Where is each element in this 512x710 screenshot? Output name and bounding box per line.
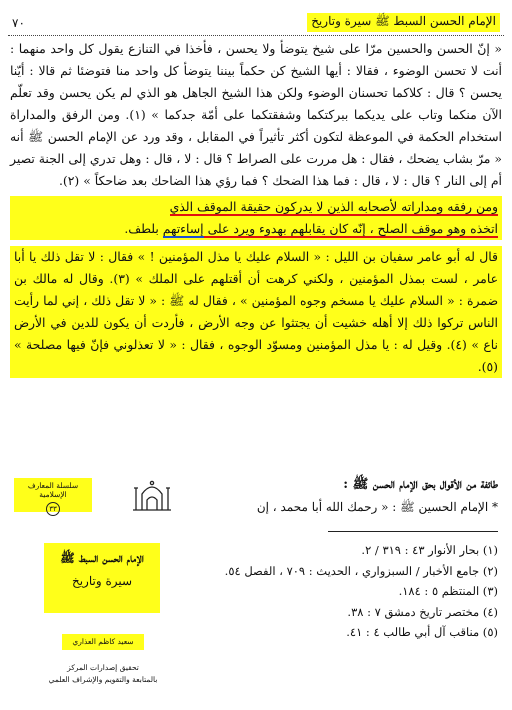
book-cover <box>44 543 160 613</box>
footnote: (٣) المنتظم ٥ : ١٨٤. <box>398 584 498 598</box>
blue-underlined-word: إساءتهم <box>162 221 204 236</box>
highlight-line <box>10 196 502 218</box>
underlined-text: اتخذه وهو موقف الصلح ، إنّه كان يقابلهم بهدوء ويرد على <box>203 221 498 236</box>
mosque-logo-icon <box>130 474 174 512</box>
footnote: (٤) مختصر تاريخ دمشق ٧ : ٣٨. <box>347 604 498 619</box>
highlight-block-reconciliation <box>10 196 502 240</box>
series-number: ٣٣ <box>46 502 60 516</box>
book-title: الإمام الحسن السبط ﷺ <box>60 551 144 565</box>
saying-line: * الإمام الحسين ﷺ : « رحمك الله أبا محمد ، إن <box>256 500 498 514</box>
running-header <box>8 10 504 36</box>
publisher-credit <box>36 662 170 686</box>
series-badge <box>14 478 92 512</box>
paragraph-hadith: « إنّ الحسن والحسين مرّا على شيخ يتوضأ ولا يحسن ، فأخذا في التنازع يقول كل واحد منهما : أنت لا تحسن الوضوء ، فقالا : أيها الشيخ كن حكماً بيننا يتوضأ كل واحد منا فتوضئا ثم قالا : أيّنا يحسن ؟ قال : كلاكما تحسنان الوضوء ولكن هذا الشيخ الجاهل هو الذي لم يكن يحسن وقد تعلّم الآن منكما وتاب على يديكما ببركتكما وشفقتكما على أمّة جدكما » (١). ومن الرفق والمداراة استخدام الحكمة في الموعظة لتكون أكثر تأثيراً في المقابل ، وقد ورد عن الإمام الحسن ﷺ أنه « مرّ بشاب يضحك ، فقال : هل مررت على الصراط ؟ قال : لا ، قال : وهل تدري إلى الجنة تصير أم إلى النار ؟ قال : لا ، قال : فما هذا الضحك ؟ فما رؤي هذا الضاحك بعد ضاحكاً » (٢). <box>10 41 502 188</box>
footnote-divider <box>328 531 498 532</box>
header-title: الإمام الحسن السبط ﷺ سيرة وتاريخ <box>307 13 500 32</box>
page-number: ٧٠ <box>12 15 25 30</box>
footnote: (٥) مناقب آل أبي طالب ٤ : ٤١. <box>346 625 498 639</box>
highlight-block-quotes <box>10 246 502 378</box>
quotes-paragraph: قال له أبو عامر سفيان بن الليل : « السلام عليك يا مذل المؤمنين ! » فقال : لا تقل ذلك يا أبا عامر ، لست بمذل المؤمنين ، ولكني كرهت أن أقتلهم على الملك » (٣). وقال له مالك بن ضمرة : « السلام عليك يا مسخم وجوه المؤمنين » ، فقال له ﷺ : « لا تقل ذلك ، إني لما رأيت الناس تركوا ذلك إلا أهله خشيت أن يجتثوا عن وجه الأرض ، فأردت أن يكون للدين في الأرض ناع » (٤). وقيل له : يا مذل المؤمنين ومسوّد الوجوه ، فقال : « لا تعذلوني فإنّ فيها مصلحة » (٥). <box>14 249 498 374</box>
footnote: (٢) جامع الأخبار / السبزواري ، الحديث : ٧٠٩ ، الفصل ٥٤. <box>224 563 498 578</box>
author-name: سعيد كاظم العذاري <box>62 634 144 650</box>
footnote: (١) بحار الأنوار ٤٣ : ٣١٩ / ٢. <box>361 543 498 557</box>
sayings-title: طائفة من الأقوال بحق الإمام الحسن ﷺ : <box>343 477 498 492</box>
footnotes-list <box>198 540 498 643</box>
highlight-tail: بلطف. <box>124 221 163 236</box>
highlight-line <box>10 218 502 240</box>
publisher-line-1: تحقيق إصدارات المركز <box>67 663 139 672</box>
series-name: سلسلة المعارف الإسلامية <box>27 481 79 499</box>
underlined-text: ومن رفقه ومداراته لأصحابه الذين لا يدركون حقيقة الموقف الذي <box>169 199 498 214</box>
body-text <box>10 38 502 378</box>
publisher-line-2: بالمتابعة والتقويم والإشراف العلمي <box>48 675 158 684</box>
book-subtitle: سيرة وتاريخ <box>71 574 133 588</box>
